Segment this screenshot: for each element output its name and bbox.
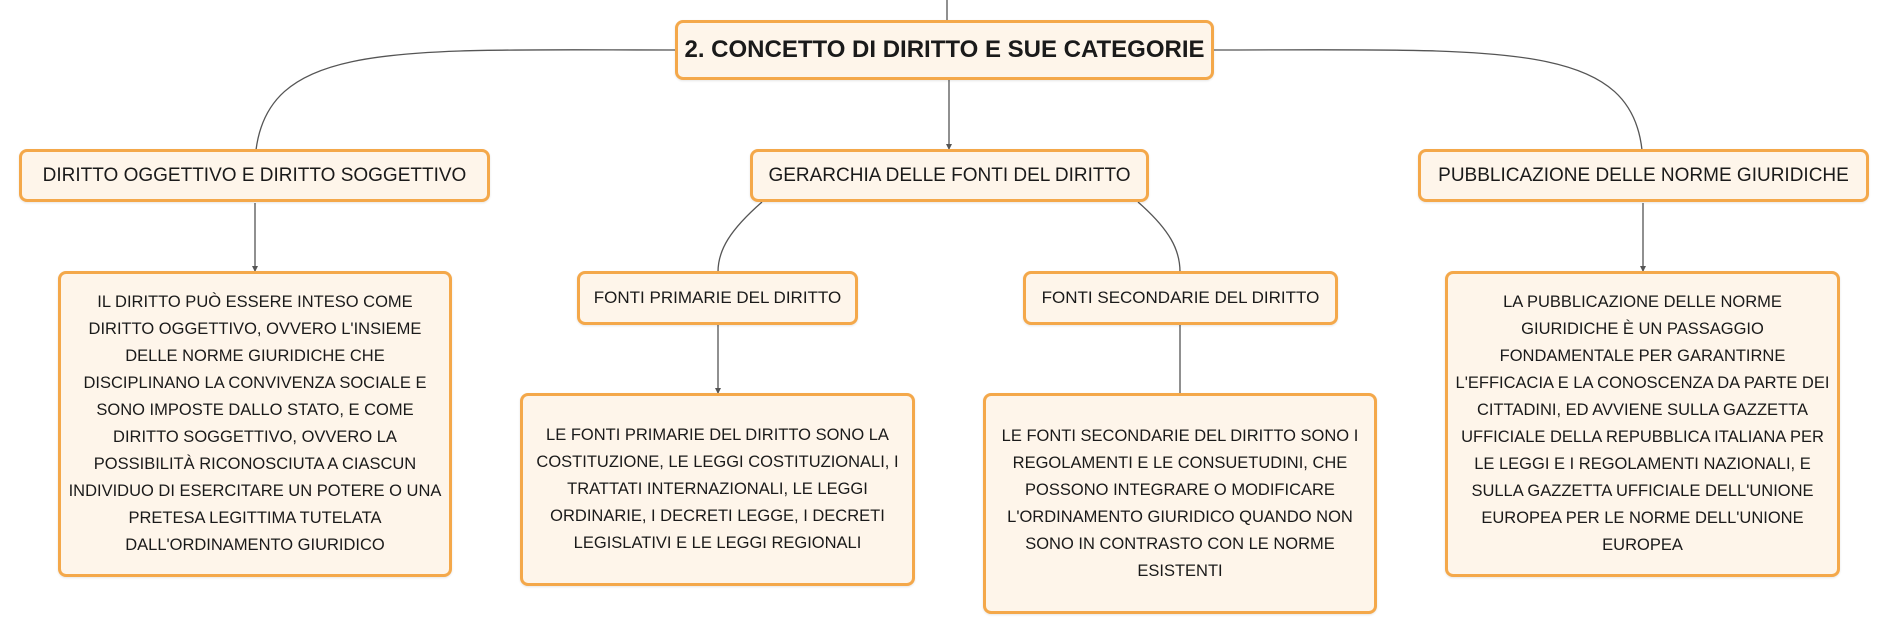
detail-line: ESISTENTI <box>1137 561 1223 580</box>
detail-line: REGOLAMENTI E LE CONSUETUDINI, CHE <box>1012 453 1348 472</box>
detail-line: ORDINARIE, I DECRETI LEGGE, I DECRETI <box>550 507 885 525</box>
connector-root-to-branch-right <box>1214 50 1642 150</box>
detail-line: SONO IN CONTRASTO CON LE NORME <box>1025 534 1335 553</box>
detail-line: GIURIDICHE È UN PASSAGGIO <box>1521 320 1764 338</box>
branch-diritto-oggettivo-soggettivo[interactable] <box>19 149 490 202</box>
branch-pubblicazione-norme[interactable] <box>1418 149 1869 202</box>
detail-fonti-primarie[interactable] <box>520 393 915 586</box>
detail-line: SULLA GAZZETTA UFFICIALE DELL'UNIONE <box>1471 482 1814 500</box>
detail-line: INDIVIDUO DI ESERCITARE UN POTERE O UNA <box>68 482 442 500</box>
detail-line: DIRITTO SOGGETTIVO, OVVERO LA <box>113 428 397 446</box>
detail-line: POSSIBILITÀ RICONOSCIUTA A CIASCUN <box>93 455 417 473</box>
detail-line: L'EFFICACIA E LA CONOSCENZA DA PARTE DEI <box>1455 374 1830 392</box>
detail-text <box>1456 289 1830 559</box>
detail-text <box>1002 423 1359 585</box>
root-topic-label: 2. CONCETTO DI DIRITTO E SUE CATEGORIE <box>684 36 1205 63</box>
detail-line: LEGISLATIVI E LE LEGGI REGIONALI <box>573 534 862 552</box>
detail-text <box>69 289 442 559</box>
detail-line: DISCIPLINANO LA CONVIVENZA SOCIALE E <box>83 374 427 392</box>
detail-diritto-oggettivo-soggettivo[interactable] <box>58 271 452 577</box>
detail-line: EUROPEA <box>1602 536 1683 554</box>
detail-line: UFFICIALE DELLA REPUBBLICA ITALIANA PER <box>1461 428 1824 446</box>
detail-line: IL DIRITTO PUÒ ESSERE INTESO COME <box>97 293 413 311</box>
detail-line: DALL'ORDINAMENTO GIURIDICO <box>125 536 385 554</box>
connector-root-to-branch-left <box>256 50 675 150</box>
detail-fonti-secondarie[interactable] <box>983 393 1377 614</box>
branch-label: GERARCHIA DELLE FONTI DEL DIRITTO <box>768 164 1131 186</box>
detail-line: LE FONTI SECONDARIE DEL DIRITTO SONO I <box>1001 426 1359 445</box>
detail-line: COSTITUZIONE, LE LEGGI COSTITUZIONALI, I <box>536 453 899 471</box>
detail-line: POSSONO INTEGRARE O MODIFICARE <box>1025 480 1335 499</box>
detail-line: PRETESA LEGITTIMA TUTELATA <box>128 509 382 527</box>
detail-line: L'ORDINAMENTO GIURIDICO QUANDO NON <box>1007 507 1353 526</box>
detail-pubblicazione-norme[interactable] <box>1445 271 1840 577</box>
subtopic-fonti-secondarie[interactable] <box>1023 271 1338 325</box>
branch-gerarchia-fonti[interactable] <box>750 149 1149 202</box>
branch-label: DIRITTO OGGETTIVO E DIRITTO SOGGETTIVO <box>42 164 467 186</box>
subtopic-fonti-primarie[interactable] <box>577 271 858 325</box>
detail-text <box>536 422 898 557</box>
branch-label: PUBBLICAZIONE DELLE NORME GIURIDICHE <box>1438 164 1849 186</box>
detail-line: CITTADINI, ED AVVIENE SULLA GAZZETTA <box>1477 401 1808 419</box>
detail-line: EUROPEA PER LE NORME DELL'UNIONE <box>1481 509 1804 527</box>
detail-line: LE LEGGI E I REGOLAMENTI NAZIONALI, E <box>1474 455 1811 473</box>
detail-line: TRATTATI INTERNAZIONALI, LE LEGGI <box>567 480 868 498</box>
detail-line: DIRITTO OGGETTIVO, OVVERO L'INSIEME <box>88 320 422 338</box>
subtopic-label: FONTI PRIMARIE DEL DIRITTO <box>593 288 842 307</box>
connector-center-to-primary <box>718 202 762 272</box>
subtopic-label: FONTI SECONDARIE DEL DIRITTO <box>1041 288 1320 307</box>
detail-line: LE FONTI PRIMARIE DEL DIRITTO SONO LA <box>546 426 889 444</box>
connector-center-to-secondary <box>1138 202 1180 272</box>
root-topic[interactable] <box>675 20 1214 80</box>
detail-line: FONDAMENTALE PER GARANTIRNE <box>1499 347 1786 365</box>
detail-line: SONO IMPOSTE DALLO STATO, E COME <box>96 401 414 419</box>
detail-line: LA PUBBLICAZIONE DELLE NORME <box>1503 293 1782 311</box>
detail-line: DELLE NORME GIURIDICHE CHE <box>125 347 385 365</box>
